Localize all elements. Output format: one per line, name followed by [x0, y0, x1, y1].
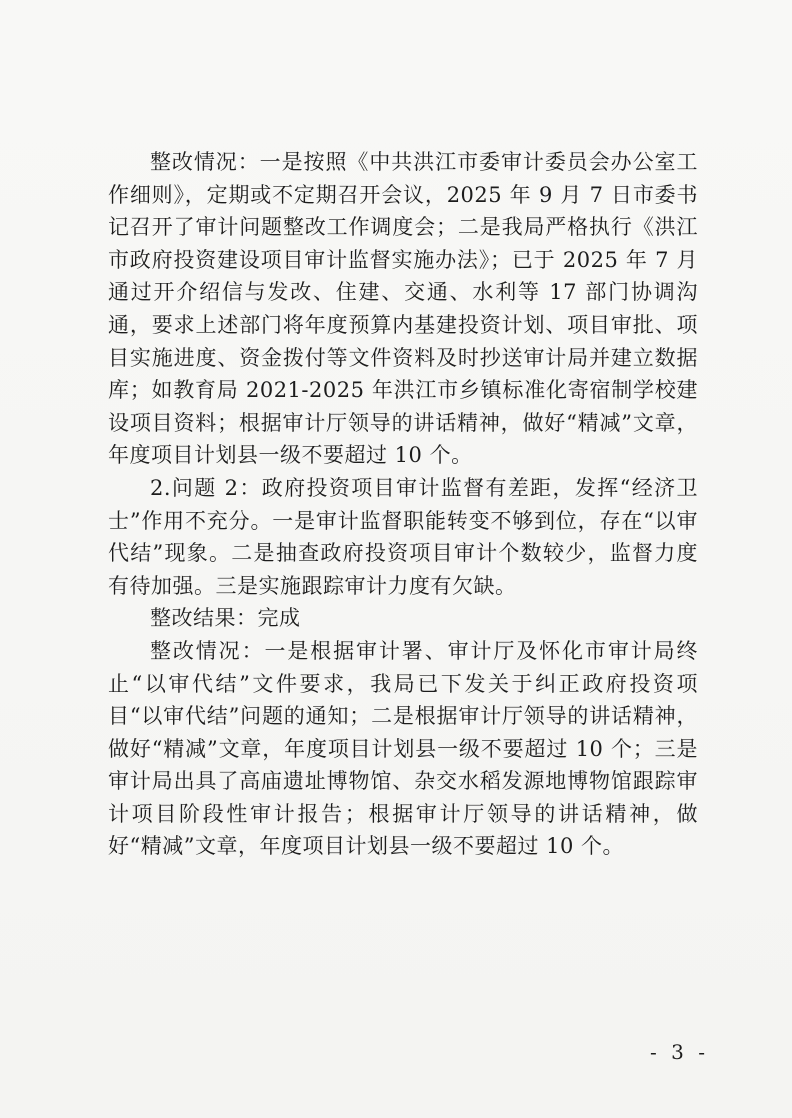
paragraph-rectification-2: 整改情况：一是根据审计署、审计厅及怀化市审计局终止“以审代结”文件要求，我局已下发关于纠正政府投资项目“以审代结”问题的通知；二是根据审计厅领导的讲话精神，做好“精减”文章，年度项目计划县一级不要超过 10 个；三是审计局出具了高庙遗址博物馆、杂交水稻发源地博物馆跟踪审计项目阶段性审计报告；根据审计厅领导的讲话精神，做好“精减”文章，年度项目计划县一级不要超过 10 个。: [108, 638, 698, 859]
body-text: [108, 146, 698, 863]
paragraph-issue-2: 2.问题 2：政府投资项目审计监督有差距，发挥“经济卫士”作用不充分。一是审计监督职能转变不够到位，存在“以审代结”现象。二是抽查政府投资项目审计个数较少，监督力度有待加强。三是实施跟踪审计力度有欠缺。: [108, 475, 698, 598]
paragraph-rectification-1: 整改情况：一是按照《中共洪江市委审计委员会办公室工作细则》，定期或不定期召开会议，2025 年 9 月 7 日市委书记召开了审计问题整改工作调度会；二是我局严格执行《洪江市政府投资建设项目审计监督实施办法》；已于 2025 年 7 月通过开介绍信与发改、住建、交通、水利等 17 部门协调沟通，要求上述部门将年度预算内基建投资计划、项目审批、项目实施进度、资金拨付等文件资料及时抄送审计局并建立数据库；如教育局 2021-2025 年洪江市乡镇标准化寄宿制学校建设项目资料；根据审计厅领导的讲话精神，做好“精减”文章，年度项目计划县一级不要超过 10 个。: [108, 150, 698, 468]
paragraph-result: 整改结果：完成: [150, 606, 301, 631]
page-number: - 3 -: [650, 1040, 709, 1064]
